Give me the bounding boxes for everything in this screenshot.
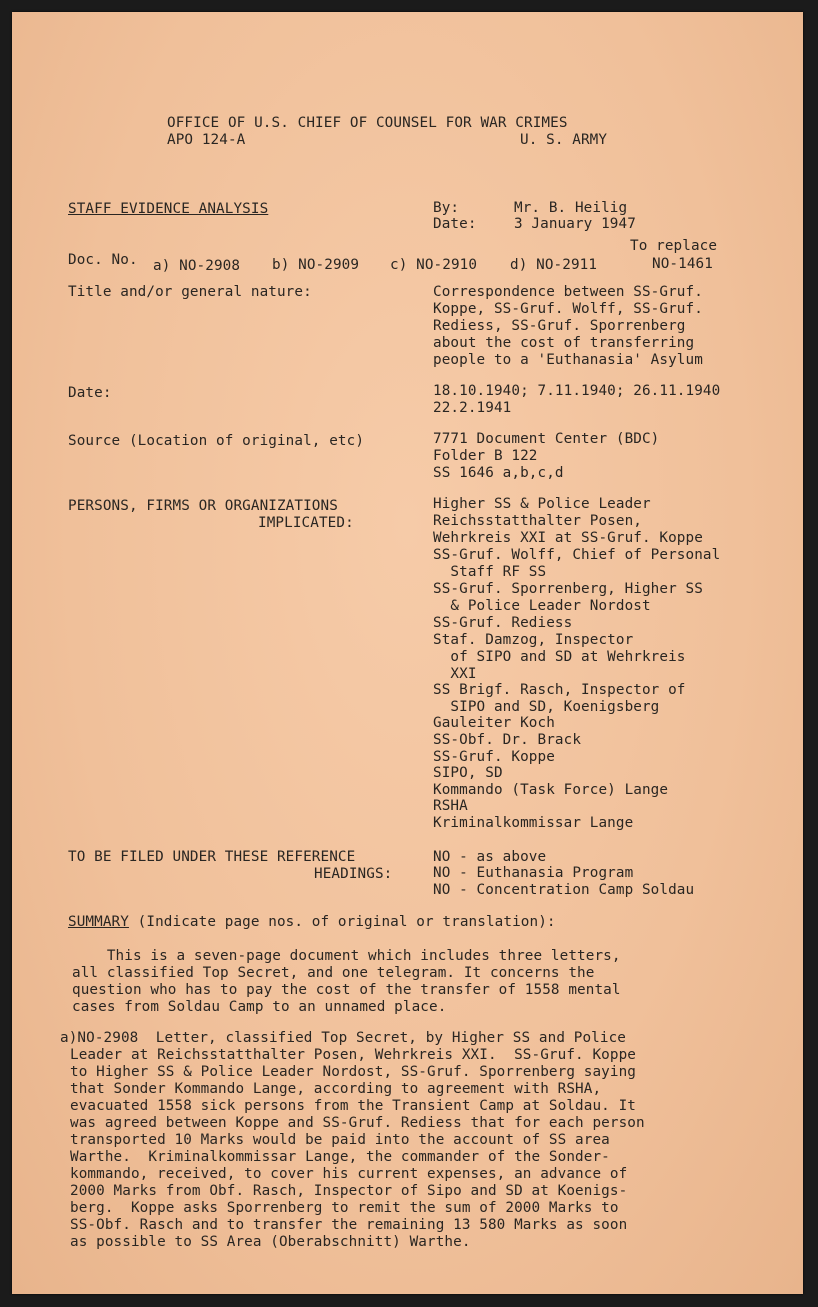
apo-number: APO 124-A <box>167 132 246 148</box>
title-line: about the cost of transferring <box>433 335 695 351</box>
person-line: Higher SS & Police Leader <box>433 496 651 512</box>
date-label: Date: <box>68 385 112 401</box>
summary-intro-line: cases from Soldau Camp to an unnamed place. <box>72 999 447 1015</box>
doc-label: Doc. No. <box>68 252 138 268</box>
summary-item-line: transported 10 Marks would be paid into the account of SS area <box>70 1132 610 1148</box>
doc-number-b: b) NO-2909 <box>272 257 360 273</box>
filed-line: NO - Concentration Camp Soldau <box>433 882 695 898</box>
person-line: Kriminalkommissar Lange <box>433 815 634 831</box>
person-line: Wehrkreis XXI at SS-Gruf. Koppe <box>433 530 703 546</box>
person-line: SS-Obf. Dr. Brack <box>433 732 582 748</box>
date-line: 18.10.1940; 7.11.1940; 26.11.1940 <box>433 383 721 399</box>
person-line: of SIPO and SD at Wehrkreis <box>433 649 686 665</box>
person-line: SIPO, SD <box>433 765 503 781</box>
analysis-date-label: Date: <box>433 216 477 232</box>
summary-item-line: as possible to SS Area (Oberabschnitt) Warthe. <box>70 1234 471 1250</box>
filed-label-cont: HEADINGS: <box>314 866 393 882</box>
summary-item-line: Warthe. Kriminalkommissar Lange, the commander of the Sonder- <box>70 1149 610 1165</box>
filed-line: NO - as above <box>433 849 547 865</box>
summary-heading <box>68 914 556 931</box>
title-label: Title and/or general nature: <box>68 284 312 300</box>
summary-item-line: kommando, received, to cover his current expenses, an advance of <box>70 1166 628 1182</box>
person-line: Gauleiter Koch <box>433 715 555 731</box>
analysis-date-value: 3 January 1947 <box>514 216 636 232</box>
person-line: SS-Gruf. Rediess <box>433 615 573 631</box>
person-line: Staf. Damzog, Inspector <box>433 632 634 648</box>
person-line: SS Brigf. Rasch, Inspector of <box>433 682 686 698</box>
document-page <box>12 12 803 1294</box>
analysis-title: STAFF EVIDENCE ANALYSIS <box>68 201 269 217</box>
summary-item-line: Leader at Reichsstatthalter Posen, Wehrkreis XXI. SS-Gruf. Koppe <box>70 1047 636 1063</box>
source-line: Folder B 122 <box>433 448 538 464</box>
person-line: XXI <box>433 666 477 682</box>
title-line: Correspondence between SS-Gruf. <box>433 284 703 300</box>
doc-number-d: d) NO-2911 <box>510 257 598 273</box>
source-line: SS 1646 a,b,c,d <box>433 465 564 481</box>
person-line: Kommando (Task Force) Lange <box>433 782 669 798</box>
person-line: RSHA <box>433 798 468 814</box>
summary-item-line: was agreed between Koppe and SS-Gruf. Rediess that for each person <box>70 1115 645 1131</box>
summary-intro-line: question who has to pay the cost of the transfer of 1558 mental <box>72 982 621 998</box>
by-label: By: <box>433 200 460 216</box>
person-line: Reichsstatthalter Posen, <box>433 513 642 529</box>
summary-heading-rest: (Indicate page nos. of original or translation): <box>128 914 556 930</box>
summary-item-line: SS-Obf. Rasch and to transfer the remaining 13 580 Marks as soon <box>70 1217 628 1233</box>
person-line: SS-Gruf. Wolff, Chief of Personal <box>433 547 721 563</box>
date-line: 22.2.1941 <box>433 400 512 416</box>
summary-heading-word: SUMMARY <box>68 914 129 930</box>
title-line: Koppe, SS-Gruf. Wolff, SS-Gruf. <box>433 301 703 317</box>
title-line: Rediess, SS-Gruf. Sporrenberg <box>433 318 686 334</box>
summary-item-line: that Sonder Kommando Lange, according to agreement with RSHA, <box>70 1081 602 1097</box>
summary-intro-line: This is a seven-page document which includes three letters, <box>72 948 621 964</box>
filed-label: TO BE FILED UNDER THESE REFERENCE <box>68 849 356 865</box>
person-line: SS-Gruf. Sporrenberg, Higher SS <box>433 581 703 597</box>
office-title: OFFICE OF U.S. CHIEF OF COUNSEL FOR WAR CRIMES <box>167 115 568 131</box>
person-line: Staff RF SS <box>433 564 547 580</box>
summary-intro-line: all classified Top Secret, and one telegram. It concerns the <box>72 965 595 981</box>
filed-line: NO - Euthanasia Program <box>433 865 634 881</box>
summary-item-line: a)NO-2908 Letter, classified Top Secret, by Higher SS and Police <box>60 1030 626 1046</box>
summary-item-line: 2000 Marks from Obf. Rasch, Inspector of Sipo and SD at Koenigs- <box>70 1183 628 1199</box>
by-value: Mr. B. Heilig <box>514 200 628 216</box>
person-line: SIPO and SD, Koenigsberg <box>433 699 660 715</box>
source-line: 7771 Document Center (BDC) <box>433 431 660 447</box>
summary-item-line: to Higher SS & Police Leader Nordost, SS-Gruf. Sporrenberg saying <box>70 1064 636 1080</box>
persons-label-cont: IMPLICATED: <box>258 515 354 531</box>
person-line: SS-Gruf. Koppe <box>433 749 555 765</box>
person-line: & Police Leader Nordost <box>433 598 651 614</box>
replace-value: NO-1461 <box>652 256 713 272</box>
source-label: Source (Location of original, etc) <box>68 433 365 449</box>
replace-label: To replace <box>630 238 718 254</box>
title-line: people to a 'Euthanasia' Asylum <box>433 352 703 368</box>
doc-number-c: c) NO-2910 <box>390 257 478 273</box>
doc-number-a: a) NO-2908 <box>153 258 241 274</box>
summary-item-line: evacuated 1558 sick persons from the Transient Camp at Soldau. It <box>70 1098 636 1114</box>
army-label: U. S. ARMY <box>520 132 608 148</box>
persons-label: PERSONS, FIRMS OR ORGANIZATIONS <box>68 498 338 514</box>
summary-item-line: berg. Koppe asks Sporrenberg to remit the sum of 2000 Marks to <box>70 1200 619 1216</box>
